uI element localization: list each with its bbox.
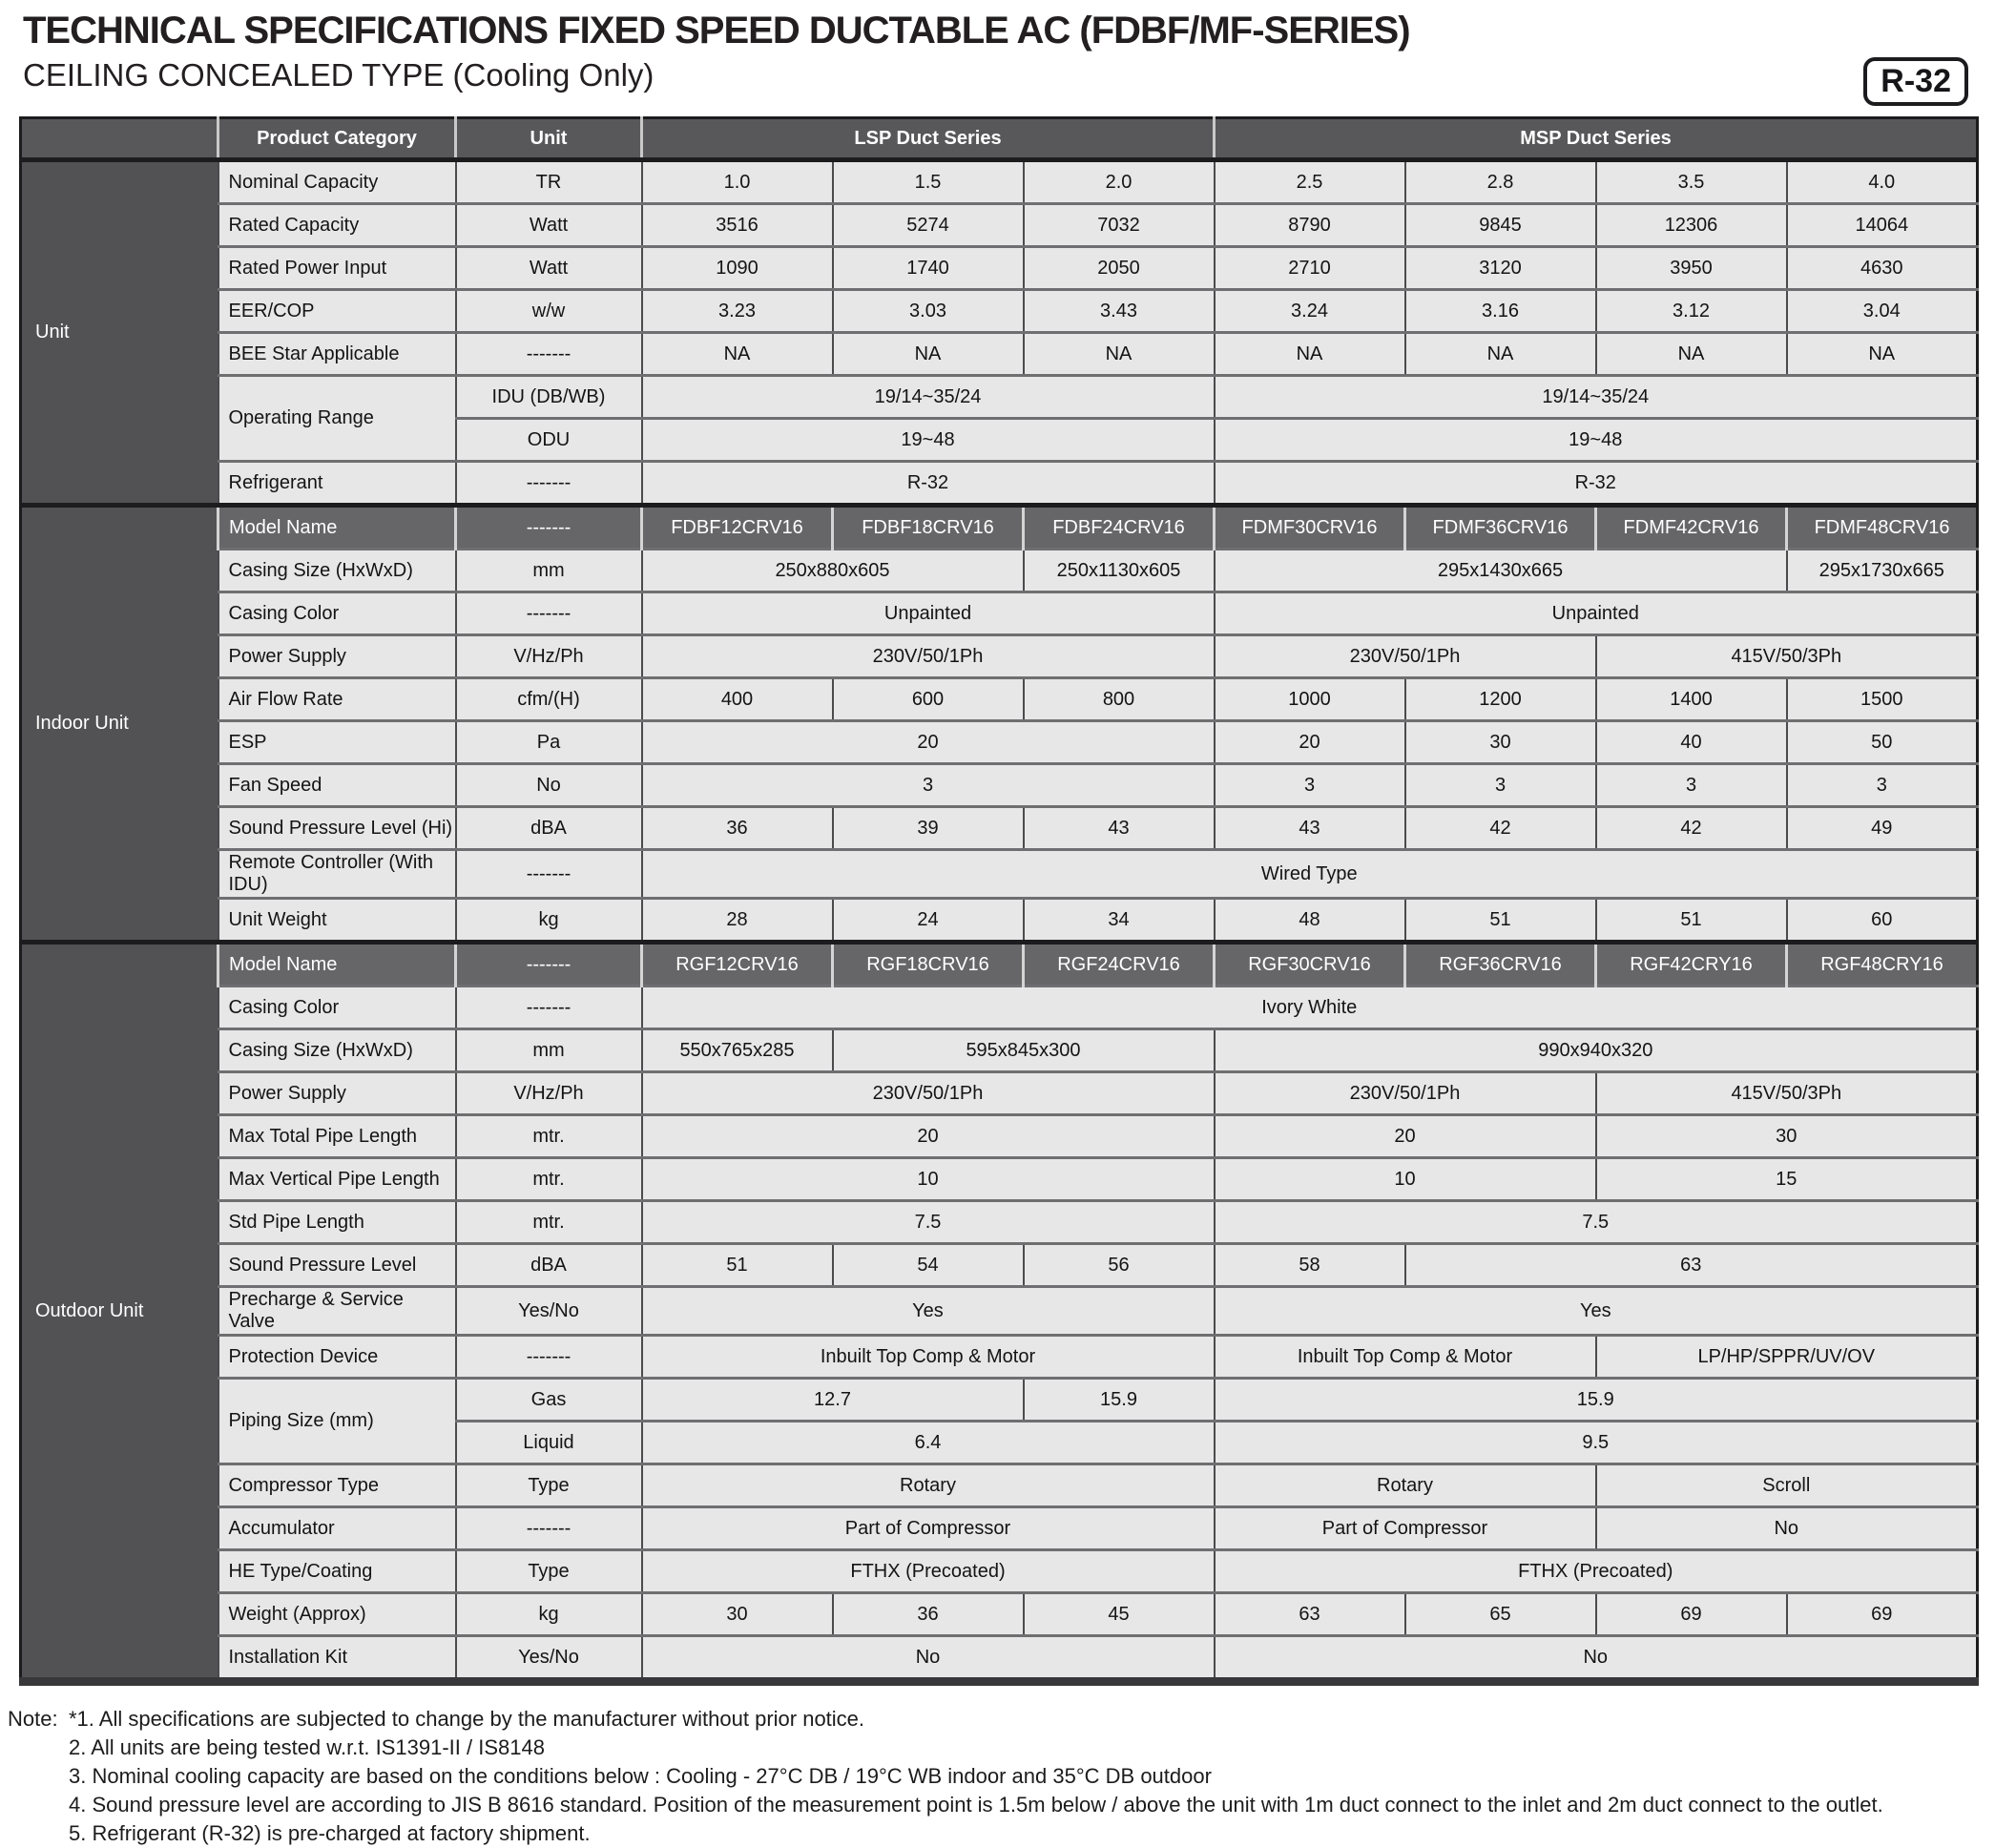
spec-value: 250x880x605 xyxy=(642,550,1024,592)
spec-value: 7.5 xyxy=(1215,1201,1978,1244)
spec-label: Compressor Type xyxy=(218,1464,456,1507)
spec-value: FTHX (Precoated) xyxy=(642,1550,1215,1593)
spec-value: FTHX (Precoated) xyxy=(1215,1550,1978,1593)
spec-unit: ------- xyxy=(456,943,642,986)
spec-value: 5274 xyxy=(833,204,1024,247)
spec-label: Unit Weight xyxy=(218,899,456,943)
spec-value: 6.4 xyxy=(642,1422,1215,1464)
spec-value: Yes xyxy=(642,1287,1215,1336)
spec-value: Ivory White xyxy=(642,986,1978,1029)
model-name-cell: RGF36CRV16 xyxy=(1405,943,1596,986)
spec-value: NA xyxy=(1596,333,1787,376)
spec-label: ESP xyxy=(218,721,456,764)
spec-value: 990x940x320 xyxy=(1215,1029,1978,1072)
spec-unit: cfm/(H) xyxy=(456,678,642,721)
spec-value: 48 xyxy=(1215,899,1405,943)
spec-label: Casing Color xyxy=(218,592,456,635)
spec-value: 295x1730x665 xyxy=(1787,550,1978,592)
note-line: 2. All units are being tested w.r.t. IS1391-II / IS8148 xyxy=(69,1735,545,1759)
model-name-cell: FDBF12CRV16 xyxy=(642,506,833,550)
spec-label: Fan Speed xyxy=(218,764,456,807)
spec-unit: dBA xyxy=(456,1244,642,1287)
spec-value: 230V/50/1Ph xyxy=(1215,635,1596,678)
spec-unit: ------- xyxy=(456,1507,642,1550)
section-label: Indoor Unit xyxy=(21,506,218,943)
spec-value: 595x845x300 xyxy=(833,1029,1215,1072)
spec-unit: Liquid xyxy=(456,1422,642,1464)
spec-value: Part of Compressor xyxy=(1215,1507,1596,1550)
spec-unit: ------- xyxy=(456,850,642,899)
model-name-cell: FDMF30CRV16 xyxy=(1215,506,1405,550)
spec-value: 19/14~35/24 xyxy=(1215,376,1978,419)
model-name-cell: FDBF24CRV16 xyxy=(1024,506,1215,550)
spec-value: 51 xyxy=(1596,899,1787,943)
spec-value: 2050 xyxy=(1024,247,1215,290)
spec-label: Power Supply xyxy=(218,635,456,678)
spec-unit: V/Hz/Ph xyxy=(456,635,642,678)
spec-unit: kg xyxy=(456,899,642,943)
spec-label: Max Total Pipe Length xyxy=(218,1115,456,1158)
spec-unit: mtr. xyxy=(456,1115,642,1158)
model-name-cell: RGF42CRY16 xyxy=(1596,943,1787,986)
spec-value: 230V/50/1Ph xyxy=(642,635,1215,678)
spec-value: Rotary xyxy=(642,1464,1215,1507)
spec-row xyxy=(21,160,1978,204)
spec-value: 1.5 xyxy=(833,160,1024,204)
spec-value: Part of Compressor xyxy=(642,1507,1215,1550)
spec-row xyxy=(21,1244,1978,1287)
spec-value: 42 xyxy=(1405,807,1596,850)
spec-value: 3.5 xyxy=(1596,160,1787,204)
spec-row xyxy=(21,592,1978,635)
spec-value: 20 xyxy=(642,721,1215,764)
spec-label: Model Name xyxy=(218,506,456,550)
spec-row xyxy=(21,1201,1978,1244)
spec-label: Rated Capacity xyxy=(218,204,456,247)
spec-value: 30 xyxy=(1405,721,1596,764)
note-line: 3. Nominal cooling capacity are based on the conditions below : Cooling - 27°C DB / 19°C WB indoor and 35°C DB outdoor xyxy=(69,1764,1212,1788)
section-label: Outdoor Unit xyxy=(21,943,218,1682)
spec-value: NA xyxy=(833,333,1024,376)
spec-row xyxy=(21,1636,1978,1682)
spec-value: 56 xyxy=(1024,1244,1215,1287)
spec-value: 20 xyxy=(642,1115,1215,1158)
spec-value: Yes xyxy=(1215,1287,1978,1336)
spec-value: 43 xyxy=(1215,807,1405,850)
spec-value: 3 xyxy=(1596,764,1787,807)
spec-value: LP/HP/SPPR/UV/OV xyxy=(1596,1336,1978,1379)
page-title: TECHNICAL SPECIFICATIONS FIXED SPEED DUCTABLE AC (FDBF/MF-SERIES) xyxy=(23,10,1410,52)
spec-row xyxy=(21,333,1978,376)
spec-value: Unpainted xyxy=(1215,592,1978,635)
spec-unit: Yes/No xyxy=(456,1287,642,1336)
spec-row xyxy=(21,1550,1978,1593)
spec-value: R-32 xyxy=(642,462,1215,506)
model-name-cell: RGF12CRV16 xyxy=(642,943,833,986)
spec-label: Rated Power Input xyxy=(218,247,456,290)
spec-value: 1400 xyxy=(1596,678,1787,721)
notes-items xyxy=(69,1705,1883,1848)
spec-label: Protection Device xyxy=(218,1336,456,1379)
spec-value: 7.5 xyxy=(642,1201,1215,1244)
spec-value: 60 xyxy=(1787,899,1978,943)
spec-value: 230V/50/1Ph xyxy=(1215,1072,1596,1115)
spec-value: 45 xyxy=(1024,1593,1215,1636)
spec-value: 8790 xyxy=(1215,204,1405,247)
spec-table xyxy=(19,116,1979,1686)
spec-value: 3.12 xyxy=(1596,290,1787,333)
spec-value: No xyxy=(1596,1507,1978,1550)
spec-value: 69 xyxy=(1787,1593,1978,1636)
spec-value: Wired Type xyxy=(642,850,1978,899)
spec-value: 400 xyxy=(642,678,833,721)
spec-value: 24 xyxy=(833,899,1024,943)
spec-unit: Gas xyxy=(456,1379,642,1422)
spec-unit: kg xyxy=(456,1593,642,1636)
model-name-cell: FDMF36CRV16 xyxy=(1405,506,1596,550)
spec-value: 39 xyxy=(833,807,1024,850)
spec-value: 800 xyxy=(1024,678,1215,721)
spec-row xyxy=(21,1072,1978,1115)
column-header: Product Category xyxy=(218,118,456,160)
spec-label: Std Pipe Length xyxy=(218,1201,456,1244)
spec-row xyxy=(21,986,1978,1029)
spec-value: 42 xyxy=(1596,807,1787,850)
spec-label: Remote Controller (With IDU) xyxy=(218,850,456,899)
spec-value: 3.23 xyxy=(642,290,833,333)
spec-value: 14064 xyxy=(1787,204,1978,247)
spec-row xyxy=(21,204,1978,247)
spec-value: 250x1130x605 xyxy=(1024,550,1215,592)
spec-unit: V/Hz/Ph xyxy=(456,1072,642,1115)
spec-value: 15.9 xyxy=(1024,1379,1215,1422)
spec-row xyxy=(21,943,1978,986)
spec-value: Unpainted xyxy=(642,592,1215,635)
spec-value: 2.0 xyxy=(1024,160,1215,204)
spec-value: NA xyxy=(642,333,833,376)
note-line: *1. All specifications are subjected to change by the manufacturer without prior notice. xyxy=(69,1707,865,1731)
spec-value: 3516 xyxy=(642,204,833,247)
notes-prefix: Note: xyxy=(8,1707,58,1731)
spec-row xyxy=(21,850,1978,899)
spec-label: HE Type/Coating xyxy=(218,1550,456,1593)
spec-row xyxy=(21,721,1978,764)
spec-value: 550x765x285 xyxy=(642,1029,833,1072)
section-label: Unit xyxy=(21,160,218,506)
spec-value: 30 xyxy=(642,1593,833,1636)
spec-row xyxy=(21,899,1978,943)
spec-value: 54 xyxy=(833,1244,1024,1287)
model-name-cell: FDBF18CRV16 xyxy=(833,506,1024,550)
spec-value: 19/14~35/24 xyxy=(642,376,1215,419)
spec-value: 43 xyxy=(1024,807,1215,850)
spec-value: 36 xyxy=(642,807,833,850)
spec-value: 10 xyxy=(642,1158,1215,1201)
spec-unit: ------- xyxy=(456,1336,642,1379)
spec-value: R-32 xyxy=(1215,462,1978,506)
spec-label: Operating Range xyxy=(218,376,456,462)
note-line: 5. Refrigerant (R-32) is pre-charged at factory shipment. xyxy=(69,1821,591,1845)
spec-label: EER/COP xyxy=(218,290,456,333)
spec-label: Casing Color xyxy=(218,986,456,1029)
spec-value: NA xyxy=(1024,333,1215,376)
table-header-row xyxy=(21,118,1978,160)
page-subtitle: CEILING CONCEALED TYPE (Cooling Only) xyxy=(23,57,655,93)
spec-value: 3950 xyxy=(1596,247,1787,290)
spec-value: 1200 xyxy=(1405,678,1596,721)
spec-unit: Watt xyxy=(456,204,642,247)
spec-value: 28 xyxy=(642,899,833,943)
spec-value: 3.03 xyxy=(833,290,1024,333)
spec-row xyxy=(21,635,1978,678)
spec-value: 36 xyxy=(833,1593,1024,1636)
spec-value: 7032 xyxy=(1024,204,1215,247)
spec-unit: IDU (DB/WB) xyxy=(456,376,642,419)
spec-value: 58 xyxy=(1215,1244,1405,1287)
corner-cell xyxy=(21,118,218,160)
spec-label: Installation Kit xyxy=(218,1636,456,1682)
spec-row xyxy=(21,1115,1978,1158)
spec-value: 3.16 xyxy=(1405,290,1596,333)
spec-value: 3.24 xyxy=(1215,290,1405,333)
spec-row xyxy=(21,247,1978,290)
spec-row xyxy=(21,1287,1978,1336)
spec-label: Nominal Capacity xyxy=(218,160,456,204)
spec-value: 295x1430x665 xyxy=(1215,550,1787,592)
spec-row xyxy=(21,462,1978,506)
spec-label: Piping Size (mm) xyxy=(218,1379,456,1464)
spec-row xyxy=(21,1593,1978,1636)
spec-value: 3 xyxy=(642,764,1215,807)
spec-value: 10 xyxy=(1215,1158,1596,1201)
spec-value: 12.7 xyxy=(642,1379,1024,1422)
spec-row xyxy=(21,376,1978,419)
spec-unit: mm xyxy=(456,1029,642,1072)
model-name-cell: RGF30CRV16 xyxy=(1215,943,1405,986)
spec-value: 51 xyxy=(642,1244,833,1287)
spec-value: No xyxy=(642,1636,1215,1682)
spec-value: Rotary xyxy=(1215,1464,1596,1507)
spec-value: 1090 xyxy=(642,247,833,290)
spec-label: Casing Size (HxWxD) xyxy=(218,550,456,592)
spec-value: 4.0 xyxy=(1787,160,1978,204)
spec-value: 34 xyxy=(1024,899,1215,943)
spec-value: 9.5 xyxy=(1215,1422,1978,1464)
spec-row xyxy=(21,1379,1978,1422)
spec-value: 230V/50/1Ph xyxy=(642,1072,1215,1115)
spec-label: Weight (Approx) xyxy=(218,1593,456,1636)
spec-row xyxy=(21,764,1978,807)
spec-value: 2710 xyxy=(1215,247,1405,290)
spec-unit: w/w xyxy=(456,290,642,333)
spec-value: 3.43 xyxy=(1024,290,1215,333)
spec-label: Power Supply xyxy=(218,1072,456,1115)
spec-unit: mm xyxy=(456,550,642,592)
spec-label: Refrigerant xyxy=(218,462,456,506)
spec-label: Accumulator xyxy=(218,1507,456,1550)
spec-value: 49 xyxy=(1787,807,1978,850)
spec-value: 3 xyxy=(1405,764,1596,807)
spec-row xyxy=(21,1507,1978,1550)
spec-value: 65 xyxy=(1405,1593,1596,1636)
spec-value: 1500 xyxy=(1787,678,1978,721)
spec-unit: ------- xyxy=(456,986,642,1029)
spec-value: 3.04 xyxy=(1787,290,1978,333)
spec-value: 51 xyxy=(1405,899,1596,943)
spec-value: NA xyxy=(1787,333,1978,376)
spec-value: 2.8 xyxy=(1405,160,1596,204)
refrigerant-badge: R-32 xyxy=(1863,57,1968,106)
spec-label: Casing Size (HxWxD) xyxy=(218,1029,456,1072)
spec-value: 15.9 xyxy=(1215,1379,1978,1422)
spec-unit: No xyxy=(456,764,642,807)
notes xyxy=(8,1705,1995,1848)
spec-value: 15 xyxy=(1596,1158,1978,1201)
spec-value: 19~48 xyxy=(642,419,1215,462)
spec-unit: Type xyxy=(456,1550,642,1593)
spec-row xyxy=(21,1029,1978,1072)
spec-value: 1740 xyxy=(833,247,1024,290)
spec-label: Sound Pressure Level (Hi) xyxy=(218,807,456,850)
spec-value: Inbuilt Top Comp & Motor xyxy=(1215,1336,1596,1379)
note-line: 4. Sound pressure level are according to JIS B 8616 standard. Position of the measurement point is 1.5m below / above the unit with 1m duct connect to the inlet and 2m duct connect to the outlet. xyxy=(69,1793,1883,1817)
spec-unit: ------- xyxy=(456,462,642,506)
model-name-cell: FDMF48CRV16 xyxy=(1787,506,1978,550)
spec-value: 69 xyxy=(1596,1593,1787,1636)
spec-value: 3 xyxy=(1787,764,1978,807)
spec-value: 19~48 xyxy=(1215,419,1978,462)
spec-value: 1.0 xyxy=(642,160,833,204)
spec-label: Precharge & Service Valve xyxy=(218,1287,456,1336)
spec-row xyxy=(21,550,1978,592)
model-name-cell: RGF48CRY16 xyxy=(1787,943,1978,986)
spec-value: No xyxy=(1215,1636,1978,1682)
model-name-cell: FDMF42CRV16 xyxy=(1596,506,1787,550)
column-header: MSP Duct Series xyxy=(1215,118,1978,160)
spec-unit: dBA xyxy=(456,807,642,850)
spec-value: 415V/50/3Ph xyxy=(1596,635,1978,678)
spec-unit: ------- xyxy=(456,333,642,376)
spec-value: 415V/50/3Ph xyxy=(1596,1072,1978,1115)
spec-value: 4630 xyxy=(1787,247,1978,290)
spec-row xyxy=(21,1158,1978,1201)
spec-row xyxy=(21,290,1978,333)
spec-label: BEE Star Applicable xyxy=(218,333,456,376)
spec-row xyxy=(21,1464,1978,1507)
spec-unit: TR xyxy=(456,160,642,204)
model-name-cell: RGF18CRV16 xyxy=(833,943,1024,986)
spec-value: Inbuilt Top Comp & Motor xyxy=(642,1336,1215,1379)
spec-unit: Type xyxy=(456,1464,642,1507)
spec-value: 3120 xyxy=(1405,247,1596,290)
spec-value: 63 xyxy=(1405,1244,1978,1287)
spec-value: 20 xyxy=(1215,1115,1596,1158)
spec-row xyxy=(21,1336,1978,1379)
spec-value: NA xyxy=(1215,333,1405,376)
spec-unit: ------- xyxy=(456,506,642,550)
spec-label: Model Name xyxy=(218,943,456,986)
spec-row xyxy=(21,807,1978,850)
column-header: Unit xyxy=(456,118,642,160)
spec-value: NA xyxy=(1405,333,1596,376)
spec-value: 2.5 xyxy=(1215,160,1405,204)
column-header: LSP Duct Series xyxy=(642,118,1215,160)
model-name-cell: RGF24CRV16 xyxy=(1024,943,1215,986)
spec-value: 40 xyxy=(1596,721,1787,764)
spec-unit: Yes/No xyxy=(456,1636,642,1682)
spec-unit: mtr. xyxy=(456,1201,642,1244)
spec-unit: Watt xyxy=(456,247,642,290)
spec-value: 20 xyxy=(1215,721,1405,764)
spec-unit: ODU xyxy=(456,419,642,462)
spec-label: Max Vertical Pipe Length xyxy=(218,1158,456,1201)
spec-unit: Pa xyxy=(456,721,642,764)
spec-unit: mtr. xyxy=(456,1158,642,1201)
spec-value: 9845 xyxy=(1405,204,1596,247)
spec-value: Scroll xyxy=(1596,1464,1978,1507)
spec-value: 50 xyxy=(1787,721,1978,764)
spec-sheet-page xyxy=(0,8,1995,1845)
spec-row xyxy=(21,678,1978,721)
spec-value: 12306 xyxy=(1596,204,1787,247)
spec-row xyxy=(21,506,1978,550)
spec-value: 63 xyxy=(1215,1593,1405,1636)
spec-label: Air Flow Rate xyxy=(218,678,456,721)
spec-value: 1000 xyxy=(1215,678,1405,721)
spec-unit: ------- xyxy=(456,592,642,635)
spec-value: 600 xyxy=(833,678,1024,721)
spec-value: 30 xyxy=(1596,1115,1978,1158)
spec-value: 3 xyxy=(1215,764,1405,807)
spec-label: Sound Pressure Level xyxy=(218,1244,456,1287)
